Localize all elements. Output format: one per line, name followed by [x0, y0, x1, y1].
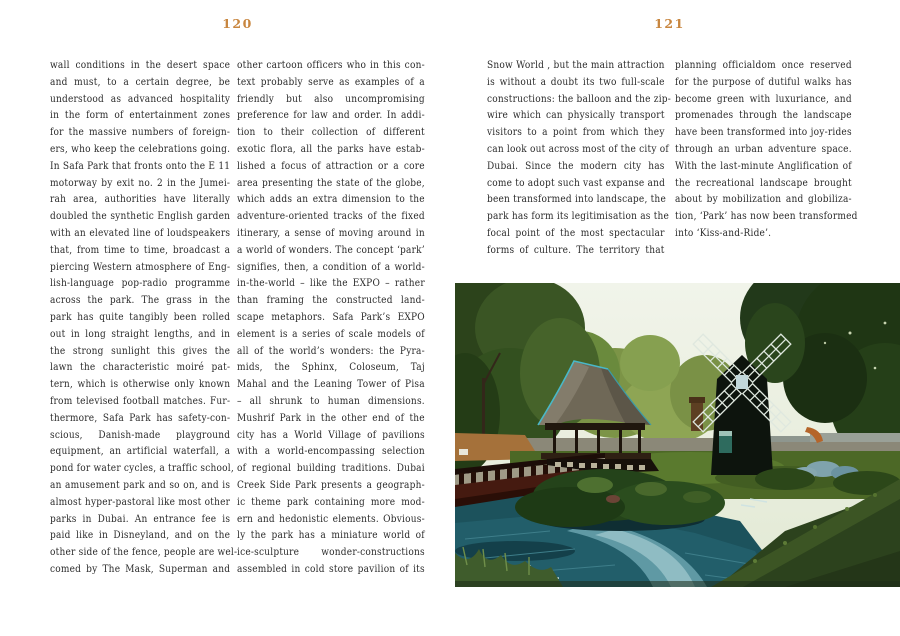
text-line: other cartoon officers who in this con- [237, 59, 425, 71]
text-line: all of the world’s wonders: the Pyra- [237, 344, 425, 357]
text-line: through an urban adventure space. [675, 142, 852, 155]
text-line: text probably serve as examples of a [237, 75, 425, 88]
text-line: scious, Danish-made playground [50, 428, 231, 441]
text-line: Mushrif Park in the other end of the [237, 411, 425, 424]
text-line: the strong sunlight this gives the [50, 344, 231, 357]
text-line: into ‘Kiss-and-Ride’. [675, 226, 772, 239]
text-line: an amusement park and so on, and is [50, 478, 231, 491]
text-line: comed by The Mask, Superman and [50, 562, 231, 575]
text-line: become green with luxuriance, and [675, 92, 852, 105]
text-line: rah area, authorities have literally [50, 193, 231, 206]
text-line: planning officialdom once reserved [675, 59, 852, 71]
text-line: wire which can physically transport [487, 109, 665, 122]
text-line: scape metaphors. Safa Park’s EXPO [237, 310, 425, 323]
text-line: from televised football matches. Fur- [50, 394, 231, 407]
text-line: tion to their collection of different [237, 126, 425, 139]
text-line: focal point of the most spectacular [487, 226, 665, 239]
text-line: preference for law and order. In addi- [237, 109, 425, 122]
text-line: park has form its legitimisation as the [487, 210, 670, 223]
text-line: ly the park has a miniature world of [237, 529, 425, 542]
left-page-column-2 [237, 57, 425, 578]
text-line: promenades through the landscape [675, 109, 852, 122]
text-line: come to adopt such vast expanse and [487, 176, 666, 189]
text-line: that, from time to time, broadcast a [50, 243, 231, 256]
page-number-right: 121 [654, 16, 685, 31]
text-line: with an elevated line of loudspeakers [50, 226, 231, 239]
text-line: out in long straight lengths, and in [50, 327, 231, 340]
text-line: about by mobilization and globiliza- [675, 193, 852, 206]
text-line: With the last-minute Anglification of [675, 159, 852, 172]
text-line: for the purpose of dutiful walks has [675, 75, 852, 88]
text-line: lished a focus of attraction or a core [237, 159, 425, 172]
text-line: across the park. The grass in the [50, 294, 231, 307]
eaves-beam [545, 423, 645, 430]
text-line: doubled the synthetic English garden [50, 210, 231, 223]
windmill-hub-window [736, 375, 748, 389]
text-line: thermore, Safa Park has safety-con- [50, 411, 231, 424]
text-line: Snow World , but the main attraction [487, 59, 665, 71]
text-line: with a world-encompassing selection [237, 445, 425, 458]
text-line: In Safa Park that fronts onto the E 11 [50, 159, 231, 172]
text-line: which adds an extra dimension to the [237, 193, 425, 206]
text-line: adventure-oriented tracks of the fixed [237, 210, 425, 223]
text-line: almost hyper-pastoral like most other [50, 495, 231, 508]
text-line: exotic flora, all the parks have estab- [237, 142, 425, 155]
text-line: parks in Dubai. An entrance fee is [50, 512, 231, 525]
text-line: been transformed into landscape, the [487, 193, 666, 206]
text-line: friendly but also uncompromising [237, 92, 425, 105]
text-line: lish-language pop-radio programme [50, 277, 231, 290]
text-line: paid like in Disneyland, and on the [50, 529, 231, 542]
text-line: tion, ‘Park’ has now been transformed [675, 210, 858, 223]
text-line: pond for water cycles, a traffic school, [50, 462, 234, 475]
text-line: than framing the constructed land- [237, 294, 425, 307]
text-line: forms of culture. The territory that [487, 243, 665, 256]
text-line: for the massive numbers of foreign- [50, 126, 231, 139]
text-line: is without a doubt its two full-scale [487, 75, 665, 88]
text-line: visitors to a point from which they [487, 126, 665, 139]
text-line: itinerary, a sense of moving around in [237, 226, 425, 239]
text-line: Mahal and the Leaning Tower of Pisa [237, 378, 425, 391]
park-photo [455, 283, 900, 587]
text-line: the recreational landscape brought [675, 176, 852, 189]
text-line: signifies, then, a condition of a world- [237, 260, 425, 273]
text-line: ice-sculpture wonder-constructions [237, 546, 425, 559]
text-line: ern and hedonistic elements. Obvious- [237, 512, 425, 525]
text-line: in the form of entertainment zones [50, 109, 231, 122]
text-line: element is a series of scale models of [237, 327, 425, 340]
page-number-left: 120 [222, 16, 253, 31]
text-line: ers, who keep the celebrations going. [50, 142, 231, 155]
text-line: have been transformed into joy-rides [675, 126, 852, 139]
text-line: understood as advanced hospitality [50, 92, 231, 105]
text-line: park has quite tangibly been rolled [50, 310, 231, 323]
text-line: wall conditions in the desert space [50, 59, 231, 71]
text-line: assembled in cold store pavilion of its [237, 562, 425, 575]
text-line: constructions: the balloon and the zip- [487, 92, 672, 105]
left-page-column-1 [50, 57, 238, 578]
photo-bottom-edge [455, 581, 900, 587]
right-page-column-1 [487, 57, 672, 259]
text-line: a world of wonders. The concept ‘park’ [237, 243, 425, 256]
text-line: equipment, an artificial waterfall, a [50, 445, 231, 458]
text-line: piercing Western atmosphere of Eng- [50, 260, 231, 273]
text-line: tern, which is otherwise only known [50, 378, 231, 391]
text-line: Creek Side Park presents a geograph- [237, 478, 425, 491]
text-line: motorway by exit no. 2 in the Jumei- [50, 176, 231, 189]
text-line: of regional building traditions. Dubai [237, 462, 425, 475]
text-line: Dubai. Since the modern city has [487, 159, 665, 172]
text-line: lawn the characteristic moiré pat- [50, 361, 231, 374]
text-line: mids, the Sphinx, Coloseum, Taj [237, 361, 425, 374]
text-line: other side of the fence, people are wel- [50, 546, 238, 559]
text-line: and must, to a certain degree, be [50, 75, 231, 88]
text-line: ic theme park containing more mod- [237, 495, 425, 508]
text-line: area presenting the state of the globe, [237, 176, 425, 189]
text-line: in-the-world – like the EXPO – rather [237, 277, 425, 290]
text-line: city has a World Village of pavilions [237, 428, 425, 441]
right-page-column-2 [675, 57, 858, 242]
text-line: – all shrunk to human dimensions. [237, 394, 425, 407]
text-line: can look out across most of the city of [487, 142, 669, 155]
